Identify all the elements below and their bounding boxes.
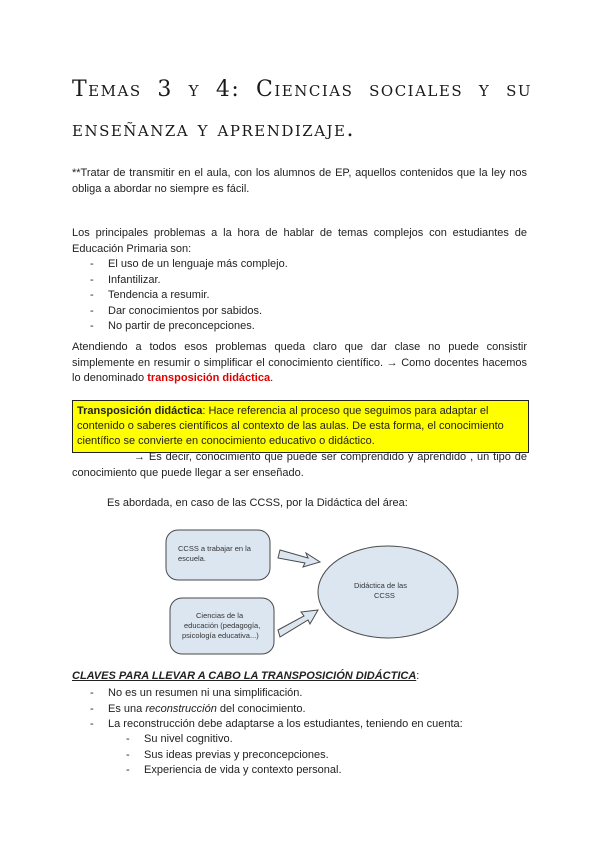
education-box-line3: psicología educativa...) bbox=[182, 631, 259, 640]
keys-heading-text: CLAVES PARA LLEVAR A CABO LA TRANSPOSICIÓN DIDÁCTICA bbox=[72, 670, 417, 682]
item2-emphasis: reconstrucción bbox=[145, 702, 217, 715]
list-item: - Tendencia a resumir. bbox=[88, 288, 288, 304]
conclusion-text: Atendiendo a todos esos problemas queda claro que dar clase no puede consistir simplemente en resumir o simplificar el conocimiento científico. → Como docentes hacemos lo denominado bbox=[72, 341, 527, 384]
ccss-box-line1: CCSS a trabajar en la bbox=[178, 544, 251, 553]
item2-pre: Es una bbox=[108, 702, 146, 715]
page-title: Temas 3 y 4: Ciencias sociales y su enseñanza y aprendizaje. bbox=[72, 77, 532, 142]
definition-callout bbox=[72, 400, 529, 453]
conclusion-paragraph bbox=[72, 340, 527, 387]
transposicion-highlight: transposición didáctica bbox=[147, 372, 271, 384]
keys-heading bbox=[72, 670, 419, 682]
conclusion-end: . bbox=[270, 372, 274, 384]
list-item: - No partir de preconcepciones. bbox=[88, 319, 288, 335]
education-box-line1: Ciencias de la bbox=[196, 611, 244, 620]
list-item: - El uso de un lenguaje más complejo. bbox=[88, 257, 288, 273]
problems-intro: Los principales problemas a la hora de hablar de temas complejos con estudiantes de Educación Primaria son: bbox=[72, 227, 527, 255]
transposition-diagram bbox=[160, 520, 460, 655]
list-item: - Infantilizar. bbox=[88, 273, 288, 289]
list-item: - Su nivel cognitivo. bbox=[124, 732, 342, 748]
intro-note: **Tratar de transmitir en el aula, con los alumnos de EP, aquellos contenidos que la ley nos obliga a abordar no siempre es fácil. bbox=[72, 167, 527, 195]
circle-line1: Didáctica de las bbox=[354, 581, 407, 590]
diagram-intro: Es abordada, en caso de las CCSS, por la Didáctica del área: bbox=[107, 497, 408, 509]
item2-post: del conocimiento. bbox=[216, 702, 306, 715]
keys-sublist bbox=[124, 732, 342, 779]
arrow-up-right-icon bbox=[278, 610, 318, 637]
callout-term: Transposición didáctica bbox=[77, 405, 203, 417]
education-box-line2: educación (pedagogía, bbox=[184, 621, 261, 630]
keys-list bbox=[88, 686, 463, 733]
keys-heading-colon: : bbox=[416, 670, 420, 682]
callout-definition: : Hace referencia al proceso que seguimos para adaptar el contenido o saberes científicos al contexto de las aulas. De esta forma, el conocimiento científico se convierte en conocimiento educativo o didáctico. bbox=[77, 405, 504, 447]
list-item: - Sus ideas previas y preconcepciones. bbox=[124, 748, 342, 764]
list-item: - La reconstrucción debe adaptarse a los estudiantes, teniendo en cuenta: bbox=[88, 717, 463, 733]
list-item: - Dar conocimientos por sabidos. bbox=[88, 304, 288, 320]
circle-line2: CCSS bbox=[374, 591, 395, 600]
list-item bbox=[88, 702, 463, 718]
list-item: - No es un resumen ni una simplificación. bbox=[88, 686, 463, 702]
list-item: - Experiencia de vida y contexto personal. bbox=[124, 763, 342, 779]
explanation-paragraph: → Es decir, conocimiento que puede ser comprendido y aprendido , un tipo de conocimiento que puede llegar a ser enseñado. bbox=[72, 451, 527, 479]
arrow-right-icon bbox=[278, 550, 320, 567]
ccss-box-line2: escuela. bbox=[178, 554, 206, 563]
problems-list bbox=[88, 257, 288, 335]
